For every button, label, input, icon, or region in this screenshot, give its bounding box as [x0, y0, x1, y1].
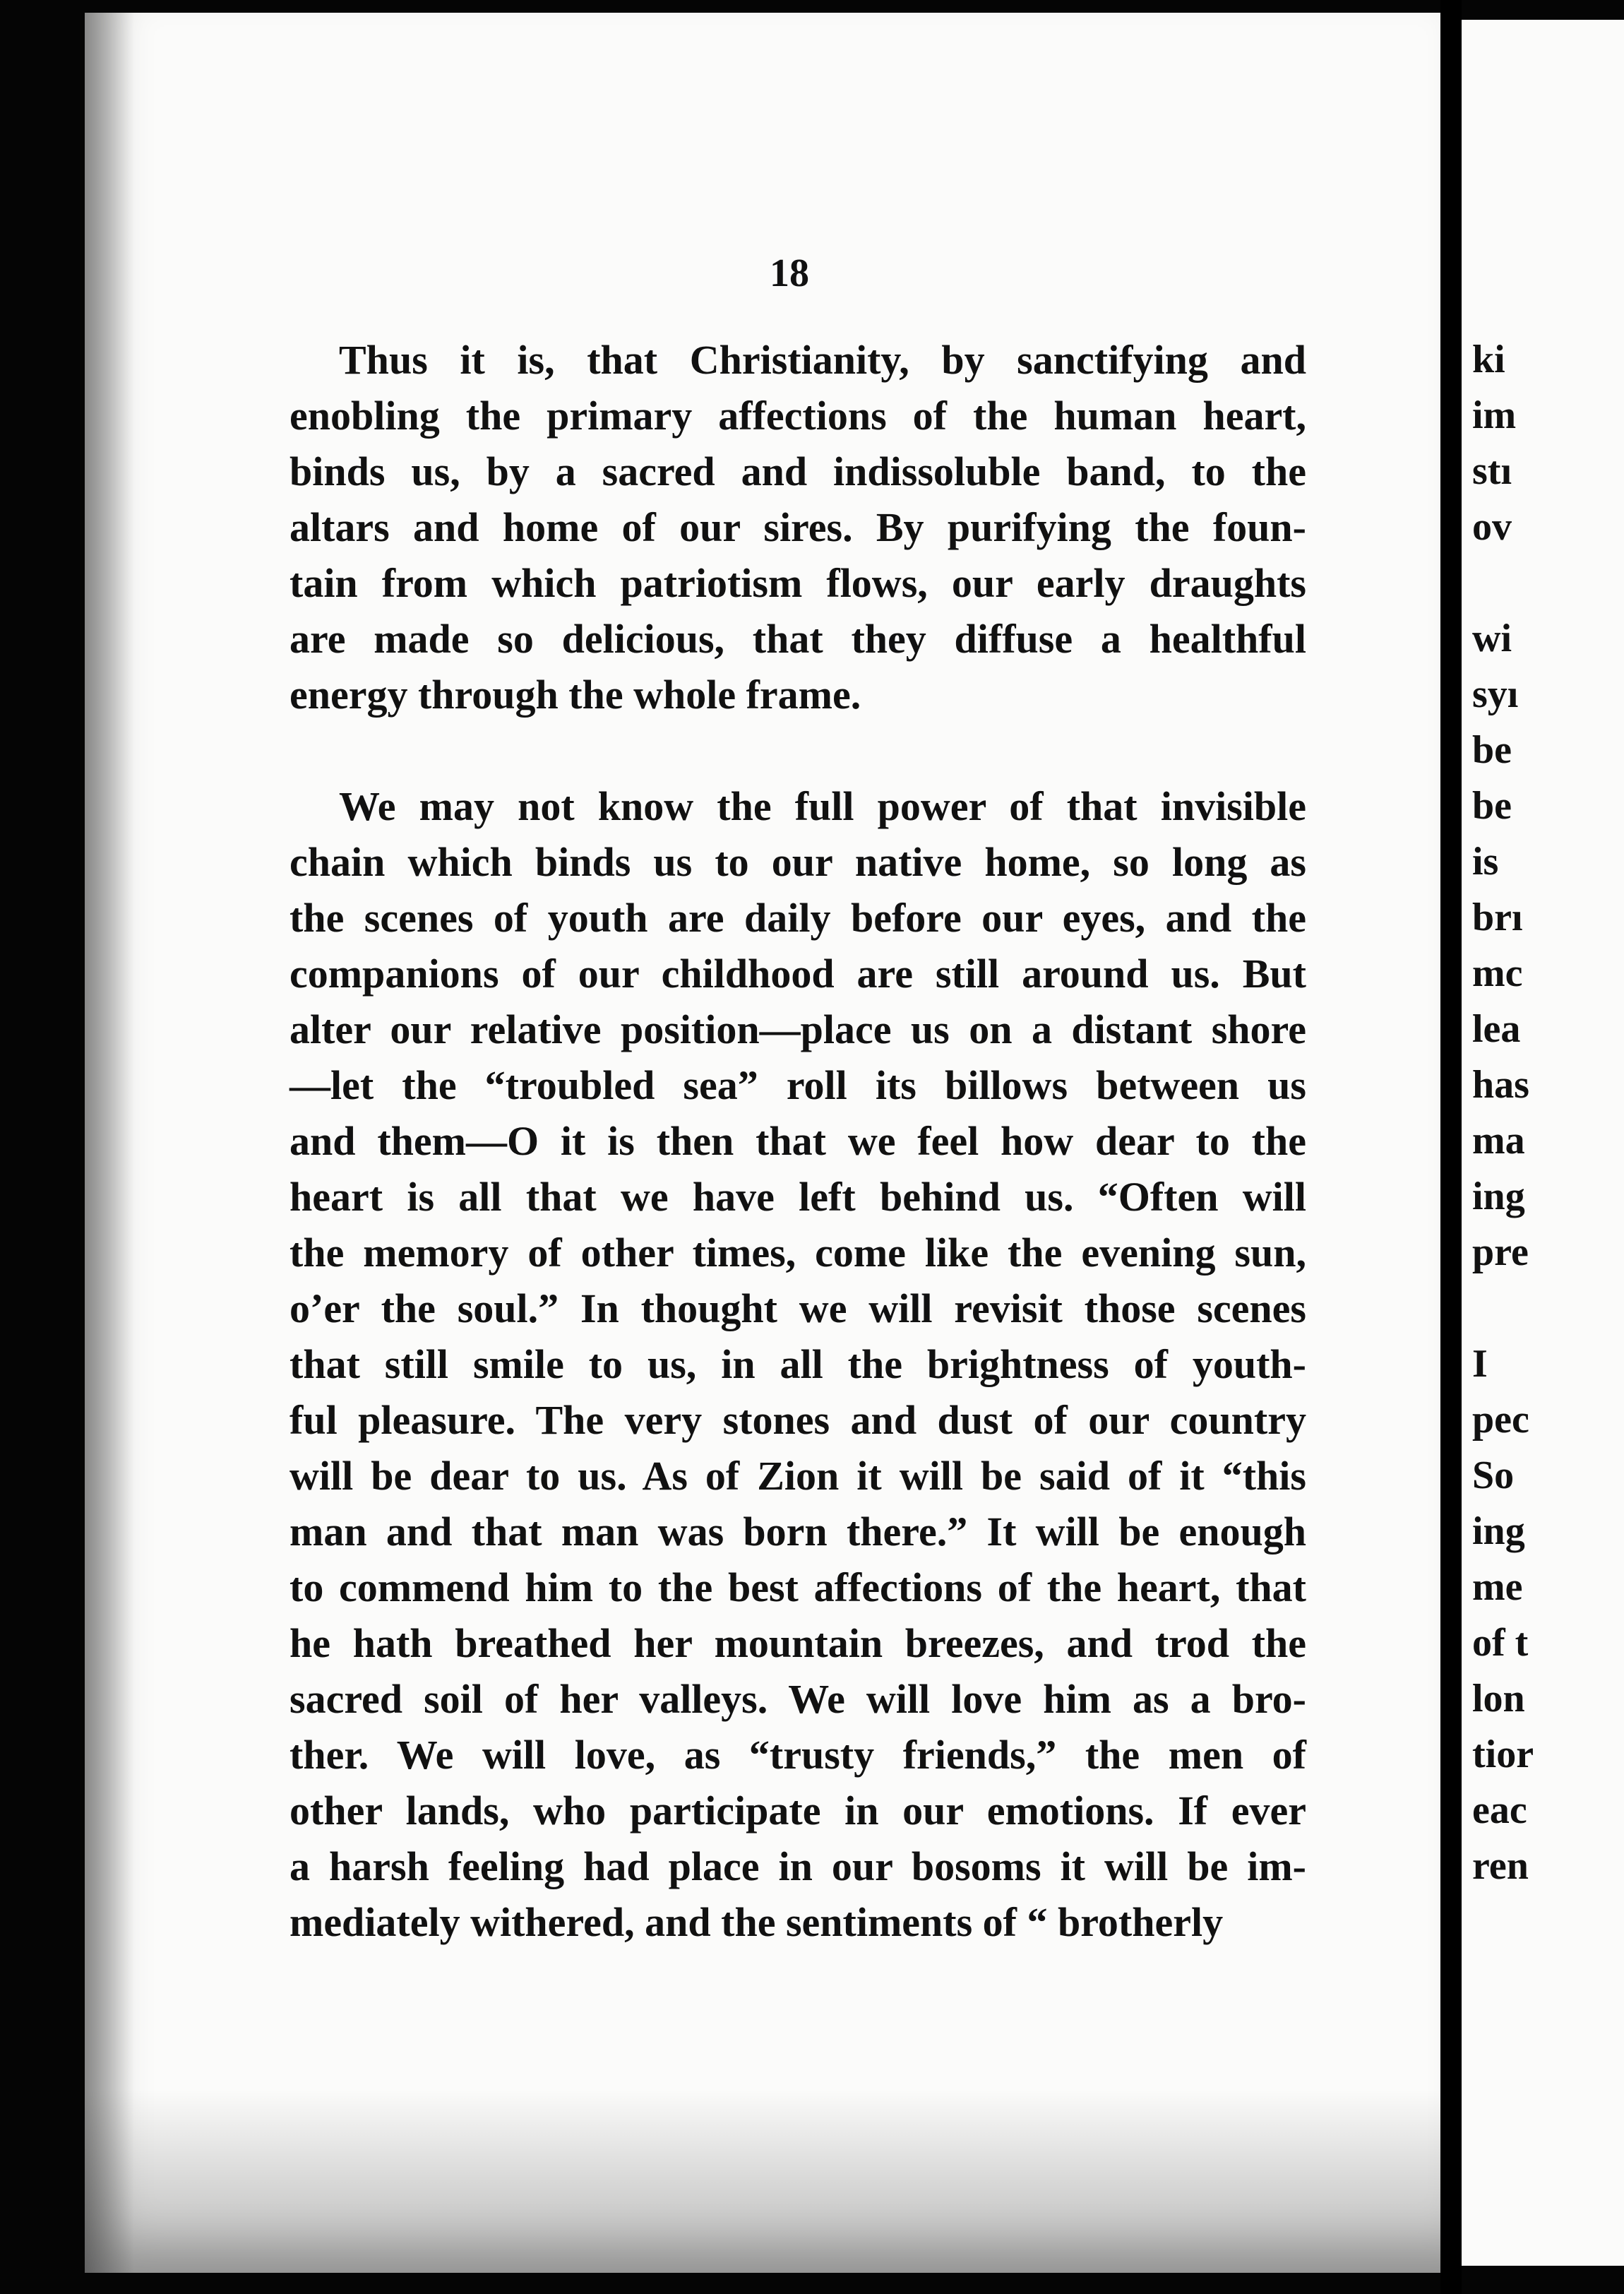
text-line: will be dear to us. As of Zion it will be said of it “this — [289, 1453, 1306, 1499]
text-line: heart is all that we have left behind us. “Often will — [289, 1174, 1306, 1220]
fragment-line: stı — [1472, 449, 1512, 493]
fragment-line: ing — [1472, 1175, 1525, 1218]
paragraph-1 — [289, 332, 1306, 723]
text-line: mediately withered, and the sentiments of “ brotherly — [289, 1899, 1224, 1945]
text-line: We may not know the full power of that invisible — [339, 783, 1306, 829]
text-line: enobling the primary affections of the human heart, — [289, 393, 1306, 439]
text-line: altars and home of our sires. By purifying the foun- — [289, 504, 1306, 550]
fragment-line: ren — [1472, 1844, 1529, 1888]
fragment-gap — [1472, 555, 1620, 611]
fragment-line: of t — [1472, 1621, 1529, 1665]
book-gutter — [1440, 0, 1462, 2294]
fragment-line: is — [1472, 840, 1499, 884]
fragment-line: tior — [1472, 1733, 1534, 1776]
fragment-line: So — [1472, 1454, 1515, 1497]
fragment-line: wi — [1472, 617, 1512, 660]
text-line: a harsh feeling had place in our bosoms it will be im- — [289, 1843, 1306, 1889]
page-edge-shadow — [85, 13, 134, 2273]
text-line: he hath breathed her mountain breezes, and trod the — [289, 1620, 1306, 1666]
fragment-line: me — [1472, 1565, 1523, 1609]
paragraph-2 — [289, 778, 1306, 1950]
facing-page-text — [1472, 332, 1620, 1894]
page-body — [289, 332, 1306, 2006]
fragment-line: lon — [1472, 1677, 1525, 1720]
text-line: alter our relative position—place us on a distant shore — [289, 1006, 1306, 1052]
fragment-line: lea — [1472, 1007, 1521, 1051]
fragment-line: pre — [1472, 1230, 1529, 1274]
fragment-line: ov — [1472, 505, 1512, 549]
fragment-line: brı — [1472, 896, 1523, 939]
fragment-line: ki — [1472, 338, 1505, 381]
text-line: the memory of other times, come like the evening sun, — [289, 1230, 1306, 1276]
text-line: tain from which patriotism flows, our early draughts — [289, 560, 1306, 606]
fragment-line: has — [1472, 1063, 1529, 1107]
fragment-line: ing — [1472, 1509, 1525, 1553]
page-bottom-shadow — [85, 2089, 1440, 2273]
text-line: energy through the whole frame. — [289, 672, 861, 718]
fragment-line: be — [1472, 728, 1512, 772]
fragment-line: im — [1472, 393, 1517, 437]
text-line: the scenes of youth are daily before our eyes, and the — [289, 895, 1306, 941]
text-line: binds us, by a sacred and indissoluble band, to the — [289, 448, 1306, 494]
text-line: other lands, who participate in our emotions. If ever — [289, 1788, 1306, 1834]
text-line: sacred soil of her valleys. We will love him as a bro- — [289, 1676, 1306, 1722]
fragment-line: be — [1472, 784, 1512, 828]
fragment-line: syı — [1472, 672, 1519, 716]
text-line: man and that man was born there.” It will be enough — [289, 1509, 1306, 1555]
text-line: ful pleasure. The very stones and dust of our country — [289, 1397, 1306, 1443]
text-line: and them—O it is then that we feel how dear to the — [289, 1118, 1306, 1164]
fragment-line: ma — [1472, 1119, 1525, 1163]
text-line: o’er the soul.” In thought we will revisit those scenes — [289, 1285, 1306, 1331]
text-line: chain which binds us to our native home, so long as — [289, 839, 1306, 885]
text-line: to commend him to the best affections of the heart, that — [289, 1564, 1306, 1610]
fragment-line: mc — [1472, 951, 1523, 995]
text-line: companions of our childhood are still around us. But — [289, 951, 1306, 997]
fragment-line: I — [1472, 1342, 1488, 1386]
text-line: that still smile to us, in all the brightness of youth- — [289, 1341, 1306, 1387]
fragment-line: pec — [1472, 1398, 1529, 1442]
fragment-line: eac — [1472, 1788, 1527, 1832]
page-number: 18 — [770, 251, 809, 295]
text-line: —let the “troubled sea” roll its billows between us — [289, 1062, 1306, 1108]
fragment-gap — [1472, 1280, 1620, 1336]
text-line: are made so delicious, that they diffuse a healthful — [289, 616, 1306, 662]
text-line: Thus it is, that Christianity, by sanctifying and — [339, 337, 1306, 383]
text-line: ther. We will love, as “trusty friends,” the men of — [289, 1732, 1306, 1778]
